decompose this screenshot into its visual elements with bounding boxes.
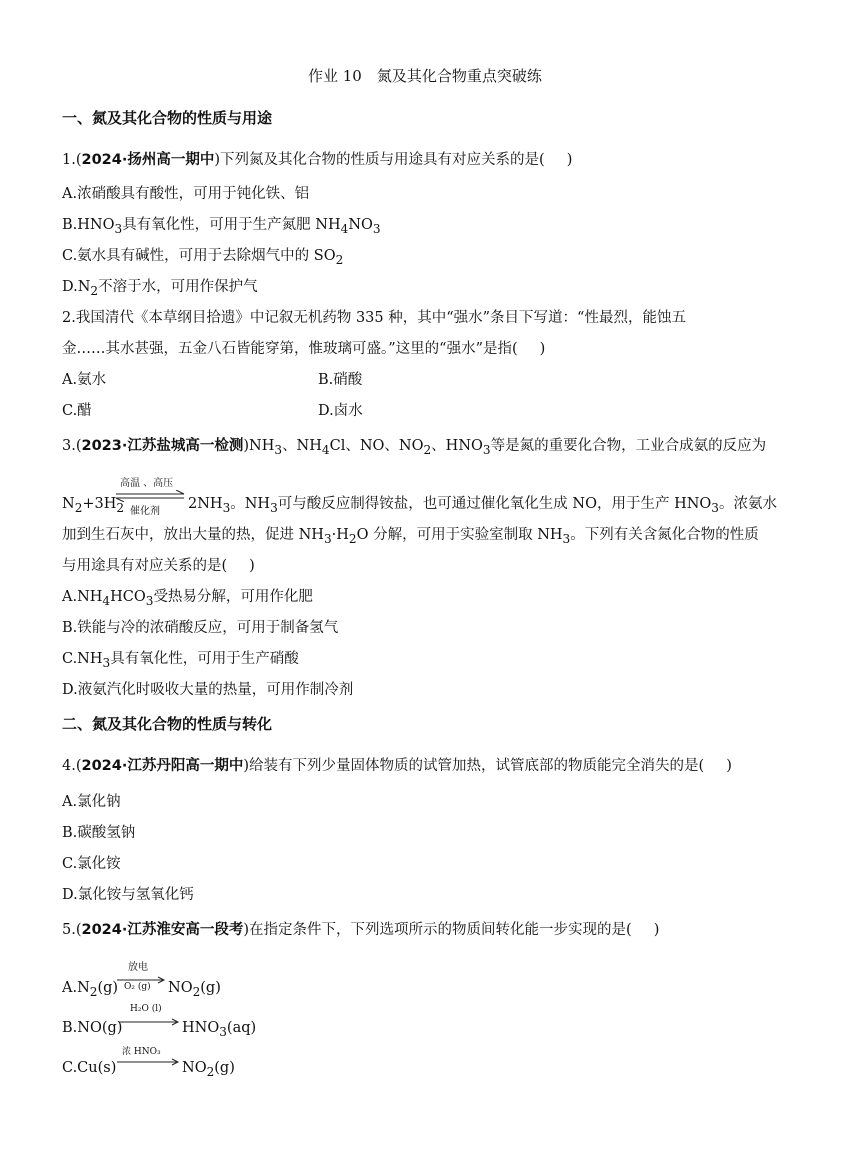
q4-option-d: D.氯化铵与氢氧化钙 (62, 887, 194, 903)
q2-stem-line2: 金……其水甚强，五金八石皆能穿第，惟玻璃可盛。”这里的“强水”是指( ) (62, 341, 546, 357)
q5-a-condition-bottom: O₂ (g) (124, 982, 151, 992)
q2-stem-line1: 2.我国清代《本草纲目拾遗》中记叙无机药物 335 种，其中“强水”条目下写道：“性最烈，能蚀五 (62, 310, 686, 326)
q3-eq-condition-bottom: 催化剂 (130, 506, 160, 517)
q3-option-c: $C.NH_3$具有氧化性，可用于生产硝酸 (62, 651, 299, 670)
q5-option-c-left: C.Cu(s) (62, 1060, 117, 1076)
q5-option-b-right: $HNO_3(aq)$ (182, 1020, 257, 1039)
q5-option-a-left: $A.N_2(g)$ (62, 980, 119, 999)
section-heading-1: 一、氮及其化合物的性质与用途 (62, 109, 273, 127)
q5-stem: 5.(2024·江苏淮安高一段考)在指定条件下，下列选项所示的物质间转化能一步实现的是( ) (62, 922, 660, 938)
q3-stem-line2: $2NH_3$。$NH_3$可与酸反应制得铵盐，也可通过催化氧化生成 NO，用于生产 $HNO_3$。浓氨水 (188, 496, 777, 515)
q5-option-b-left: B.NO(g) (62, 1020, 123, 1036)
q2-option-a: A.氨水 (62, 372, 107, 388)
page-title: 作业 10 氮及其化合物重点突破练 (308, 67, 542, 85)
q5-a-condition-top: 放电 (128, 962, 148, 973)
q5-b-condition-top: H₂O (l) (130, 1004, 162, 1014)
q2-option-d: D.卤水 (318, 403, 363, 419)
q5-c-condition-top: 浓 HNO₃ (122, 1047, 161, 1057)
q3-reversible-arrow (114, 490, 186, 502)
q1-option-a: A.浓硝酸具有酸性，可用于钝化铁、铝 (62, 186, 310, 202)
q3-stem-line3: 加到生石灰中，放出大量的热，促进 $NH_3\cdot H_2O$ 分解，可用于实验室制取 $NH_3$。下列有关含氮化合物的性质 (62, 527, 759, 546)
q3-stem-line1: 3.(2023·江苏盐城高一检测)$NH_3$、$NH_4Cl$、NO、$NO_2$、$HNO_3$等是氮的重要化合物，工业合成氨的反应为 (62, 438, 767, 457)
section-heading-2: 二、氮及其化合物的性质与转化 (62, 715, 273, 733)
q1-option-b: $B.HNO_3$具有氧化性，可用于生产氮肥 $NH_4NO_3$ (62, 217, 381, 236)
q3-stem-line4: 与用途具有对应关系的是( ) (62, 558, 255, 574)
q2-option-b: B.硝酸 (318, 372, 363, 388)
q3-option-a: $A.NH_4HCO_3$受热易分解，可用作化肥 (62, 589, 313, 608)
q4-option-b: B.碳酸氢钠 (62, 825, 136, 841)
q1-option-d: $D.N_2$不溶于水，可用作保护气 (62, 279, 258, 298)
q4-stem: 4.(2024·江苏丹阳高一期中)给装有下列少量固体物质的试管加热，试管底部的物质能完全消失的是( ) (62, 758, 732, 774)
q3-eq-condition-top: 高温 、高压 (120, 478, 174, 489)
q1-stem: 1.(2024·扬州高一期中)下列氮及其化合物的性质与用途具有对应关系的是( ) (62, 152, 573, 168)
q1-option-c: C.氨水具有碱性，可用于去除烟气中的 $SO_2$ (62, 248, 344, 267)
q4-option-a: A.氯化钠 (62, 794, 121, 810)
q3-equation-reactants: $N_2+3H_2$ (62, 496, 125, 515)
q2-option-c: C.醋 (62, 403, 92, 419)
q5-option-a-right: $NO_2(g)$ (168, 980, 221, 999)
q5-b-arrow (118, 1018, 180, 1026)
q5-c-arrow (116, 1058, 180, 1066)
q4-option-c: C.氯化铵 (62, 856, 121, 872)
q3-option-d: D.液氨汽化时吸收大量的热量，可用作制冷剂 (62, 682, 354, 698)
q3-option-b: B.铁能与冷的浓硝酸反应，可用于制备氢气 (62, 620, 339, 636)
q5-option-c-right: $NO_2(g)$ (182, 1060, 235, 1079)
